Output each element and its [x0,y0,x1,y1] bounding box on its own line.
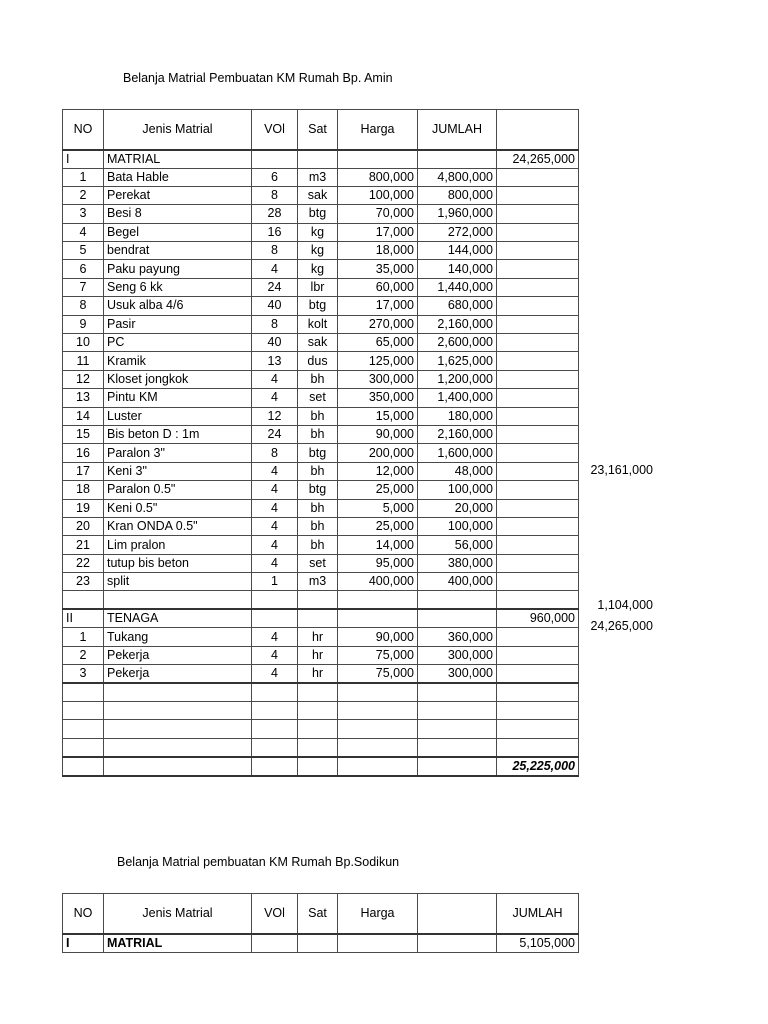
cell-name: bendrat [104,242,252,260]
table-row [63,499,579,517]
cell-no: 22 [63,554,104,572]
cell-vol: 4 [252,665,298,684]
cell-total [497,205,579,223]
cell-total [497,462,579,480]
table-row [63,444,579,462]
section-number: I [63,150,104,169]
cell-vol: 4 [252,499,298,517]
cell-harga: 350,000 [338,389,418,407]
cell-total [497,499,579,517]
cell-vol: 24 [252,278,298,296]
cell-sat: kg [298,242,338,260]
table-row [63,334,579,352]
cell-sat: dus [298,352,338,370]
cell-harga: 12,000 [338,462,418,480]
blank-row [63,702,579,720]
side-subtotal-sum: 24,265,000 [590,619,653,633]
cell-total [497,517,579,535]
cell-jumlah: 100,000 [418,517,497,535]
cell-no: 13 [63,389,104,407]
cell-total [497,334,579,352]
cell-jumlah: 400,000 [418,573,497,591]
cell-name: Begel [104,223,252,241]
cell-vol: 12 [252,407,298,425]
cell-jumlah: 380,000 [418,554,497,572]
cell-vol: 28 [252,205,298,223]
cell-jumlah: 680,000 [418,297,497,315]
cell-jumlah: 2,160,000 [418,425,497,443]
cell-total [497,223,579,241]
cell-total [497,297,579,315]
blank-row [63,738,579,756]
side-subtotal-a: 23,161,000 [590,463,653,477]
cell [418,934,497,953]
cell-sat: m3 [298,573,338,591]
material-table-amin [62,109,579,777]
cell-vol: 8 [252,444,298,462]
cell [338,934,418,953]
cell-jumlah: 800,000 [418,186,497,204]
cell-jumlah: 1,400,000 [418,389,497,407]
table-row [63,352,579,370]
grand-total: 25,225,000 [497,757,579,776]
cell-harga: 300,000 [338,370,418,388]
header-jumlah: JUMLAH [418,110,497,150]
cell-jumlah: 1,600,000 [418,444,497,462]
cell-harga: 35,000 [338,260,418,278]
cell-total [497,407,579,425]
cell-total [497,315,579,333]
cell [298,150,338,169]
cell-total [497,260,579,278]
cell-total [497,665,579,684]
side-subtotal-b: 1,104,000 [597,598,653,612]
cell-sat: btg [298,481,338,499]
header-harga: Harga [338,894,418,934]
section-name: TENAGA [104,609,252,628]
cell-sat: btg [298,297,338,315]
cell-name: Pekerja [104,646,252,664]
header-blank [418,894,497,934]
cell-harga: 400,000 [338,573,418,591]
cell-total [497,481,579,499]
header-name: Jenis Matrial [104,894,252,934]
cell-total [497,242,579,260]
cell-harga: 65,000 [338,334,418,352]
cell-sat: lbr [298,278,338,296]
cell-name: Keni 0.5" [104,499,252,517]
cell [298,609,338,628]
cell-total [497,425,579,443]
table-row [63,554,579,572]
cell-vol: 24 [252,425,298,443]
header-no: NO [63,110,104,150]
cell-jumlah: 1,440,000 [418,278,497,296]
cell-name: split [104,573,252,591]
cell-jumlah: 1,625,000 [418,352,497,370]
header-jumlah: JUMLAH [497,894,579,934]
cell-jumlah: 56,000 [418,536,497,554]
table-row [63,205,579,223]
cell-name: Usuk alba 4/6 [104,297,252,315]
table-row [63,297,579,315]
cell-sat: hr [298,628,338,646]
cell-total [497,444,579,462]
cell-name: Kran ONDA 0.5" [104,517,252,535]
cell-vol: 4 [252,260,298,278]
table-row [63,242,579,260]
cell-harga: 200,000 [338,444,418,462]
cell-vol: 4 [252,628,298,646]
cell-name: Keni 3" [104,462,252,480]
cell-name: Paralon 0.5" [104,481,252,499]
cell-total [497,186,579,204]
cell-no: 9 [63,315,104,333]
cell-jumlah: 180,000 [418,407,497,425]
table-row [63,389,579,407]
cell-jumlah: 2,600,000 [418,334,497,352]
cell-name: Luster [104,407,252,425]
blank-row [63,683,579,701]
cell-no: 1 [63,628,104,646]
cell-harga: 100,000 [338,186,418,204]
cell-sat: kg [298,260,338,278]
cell-sat: m3 [298,168,338,186]
cell-sat: bh [298,517,338,535]
material-table-sodikun [62,893,579,953]
section-total: 24,265,000 [497,150,579,169]
cell-no: 11 [63,352,104,370]
cell-harga: 90,000 [338,628,418,646]
table-row [63,315,579,333]
cell-no: 21 [63,536,104,554]
cell-jumlah: 300,000 [418,665,497,684]
cell-harga: 75,000 [338,665,418,684]
table-row [63,260,579,278]
cell-sat: btg [298,205,338,223]
cell-no: 12 [63,370,104,388]
cell-jumlah: 300,000 [418,646,497,664]
section-name: MATRIAL [104,150,252,169]
cell-vol: 6 [252,168,298,186]
cell-no: 3 [63,665,104,684]
cell-harga: 70,000 [338,205,418,223]
table-row [63,665,579,684]
cell-harga: 25,000 [338,517,418,535]
cell-no: 2 [63,186,104,204]
cell-no: 3 [63,205,104,223]
section-number: II [63,609,104,628]
cell-vol: 40 [252,297,298,315]
cell-harga: 90,000 [338,425,418,443]
cell-vol: 1 [252,573,298,591]
cell-sat: hr [298,665,338,684]
cell-sat: btg [298,444,338,462]
cell-sat: sak [298,334,338,352]
table-row [63,407,579,425]
cell-sat: bh [298,499,338,517]
section-name: MATRIAL [104,934,252,953]
cell-no: 18 [63,481,104,499]
cell-sat: kolt [298,315,338,333]
cell-vol: 4 [252,536,298,554]
cell-total [497,278,579,296]
table-row [63,536,579,554]
cell [338,150,418,169]
cell-jumlah: 272,000 [418,223,497,241]
cell-no: 19 [63,499,104,517]
cell-sat: bh [298,425,338,443]
cell-name: Pekerja [104,665,252,684]
cell-no: 10 [63,334,104,352]
cell-vol: 13 [252,352,298,370]
header-total [497,110,579,150]
table-row [63,481,579,499]
sheet1-title: Belanja Matrial Pembuatan KM Rumah Bp. Amin [123,71,393,85]
cell-name: Paku payung [104,260,252,278]
cell-jumlah: 140,000 [418,260,497,278]
table-row [63,628,579,646]
cell [418,150,497,169]
cell-no: 1 [63,168,104,186]
table-row [63,370,579,388]
cell-no: 20 [63,517,104,535]
cell-name: Kloset jongkok [104,370,252,388]
cell-total [497,370,579,388]
cell-name: Tukang [104,628,252,646]
table-row [63,646,579,664]
header-vol: VOl [252,110,298,150]
cell-vol: 4 [252,389,298,407]
cell-vol: 8 [252,315,298,333]
cell-name: Seng 6 kk [104,278,252,296]
table-row [63,278,579,296]
cell-name: Paralon 3" [104,444,252,462]
cell-no: 6 [63,260,104,278]
table-row [63,168,579,186]
sheet2-title: Belanja Matrial pembuatan KM Rumah Bp.Sodikun [117,855,400,869]
section-row-tenaga [63,609,579,628]
cell-name: Bis beton D : 1m [104,425,252,443]
cell-jumlah: 48,000 [418,462,497,480]
cell-harga: 60,000 [338,278,418,296]
cell-jumlah: 1,200,000 [418,370,497,388]
cell-total [497,352,579,370]
cell-jumlah: 360,000 [418,628,497,646]
cell-no: 16 [63,444,104,462]
section-number: I [63,934,104,953]
cell-no: 23 [63,573,104,591]
cell-sat: kg [298,223,338,241]
cell-vol: 4 [252,481,298,499]
cell-name: Bata Hable [104,168,252,186]
cell-sat: bh [298,462,338,480]
cell-vol: 8 [252,242,298,260]
cell-sat: bh [298,536,338,554]
cell-total [497,628,579,646]
cell [252,934,298,953]
cell [298,934,338,953]
table-row [63,223,579,241]
cell-sat: bh [298,370,338,388]
cell-sat: hr [298,646,338,664]
cell-no: 17 [63,462,104,480]
cell-sat: set [298,554,338,572]
cell [252,150,298,169]
cell-vol: 4 [252,554,298,572]
cell-jumlah: 100,000 [418,481,497,499]
cell-vol: 4 [252,646,298,664]
cell-no: 2 [63,646,104,664]
cell-vol: 16 [252,223,298,241]
cell-name: Kramik [104,352,252,370]
cell-harga: 18,000 [338,242,418,260]
cell-harga: 25,000 [338,481,418,499]
cell-total [497,554,579,572]
header-sat: Sat [298,110,338,150]
cell-jumlah: 2,160,000 [418,315,497,333]
cell-harga: 270,000 [338,315,418,333]
cell-vol: 4 [252,462,298,480]
cell-sat: sak [298,186,338,204]
header-harga: Harga [338,110,418,150]
table-header-row [63,110,579,150]
cell-name: PC [104,334,252,352]
section-total: 960,000 [497,609,579,628]
cell-total [497,646,579,664]
cell-harga: 17,000 [338,297,418,315]
cell-total [497,168,579,186]
cell-name: Perekat [104,186,252,204]
cell-no: 15 [63,425,104,443]
cell-harga: 17,000 [338,223,418,241]
cell-jumlah: 4,800,000 [418,168,497,186]
cell-vol: 4 [252,517,298,535]
cell-harga: 15,000 [338,407,418,425]
table-row [63,186,579,204]
cell-jumlah: 20,000 [418,499,497,517]
cell-jumlah: 1,960,000 [418,205,497,223]
section-row-matrial [63,934,579,953]
cell-vol: 8 [252,186,298,204]
blank-row [63,591,579,609]
cell-no: 5 [63,242,104,260]
cell-total [497,389,579,407]
header-sat: Sat [298,894,338,934]
cell-name: Pasir [104,315,252,333]
cell-sat: bh [298,407,338,425]
header-name: Jenis Matrial [104,110,252,150]
grand-total-row [63,757,579,776]
cell-no: 14 [63,407,104,425]
cell-harga: 75,000 [338,646,418,664]
table-header-row [63,894,579,934]
cell-name: tutup bis beton [104,554,252,572]
cell-sat: set [298,389,338,407]
cell [338,609,418,628]
cell-harga: 14,000 [338,536,418,554]
blank-row [63,720,579,738]
cell-no: 7 [63,278,104,296]
cell-name: Lim pralon [104,536,252,554]
cell-name: Besi 8 [104,205,252,223]
cell-harga: 95,000 [338,554,418,572]
table-row [63,462,579,480]
section-total: 5,105,000 [497,934,579,953]
cell [418,609,497,628]
cell-harga: 125,000 [338,352,418,370]
table-row [63,573,579,591]
cell-vol: 4 [252,370,298,388]
section-row-matrial [63,150,579,169]
cell [252,609,298,628]
cell-vol: 40 [252,334,298,352]
cell-harga: 800,000 [338,168,418,186]
table-row [63,425,579,443]
table-row [63,517,579,535]
cell-harga: 5,000 [338,499,418,517]
cell-name: Pintu KM [104,389,252,407]
header-vol: VOl [252,894,298,934]
cell-jumlah: 144,000 [418,242,497,260]
cell-no: 4 [63,223,104,241]
cell-no: 8 [63,297,104,315]
header-no: NO [63,894,104,934]
cell-total [497,573,579,591]
cell-total [497,536,579,554]
